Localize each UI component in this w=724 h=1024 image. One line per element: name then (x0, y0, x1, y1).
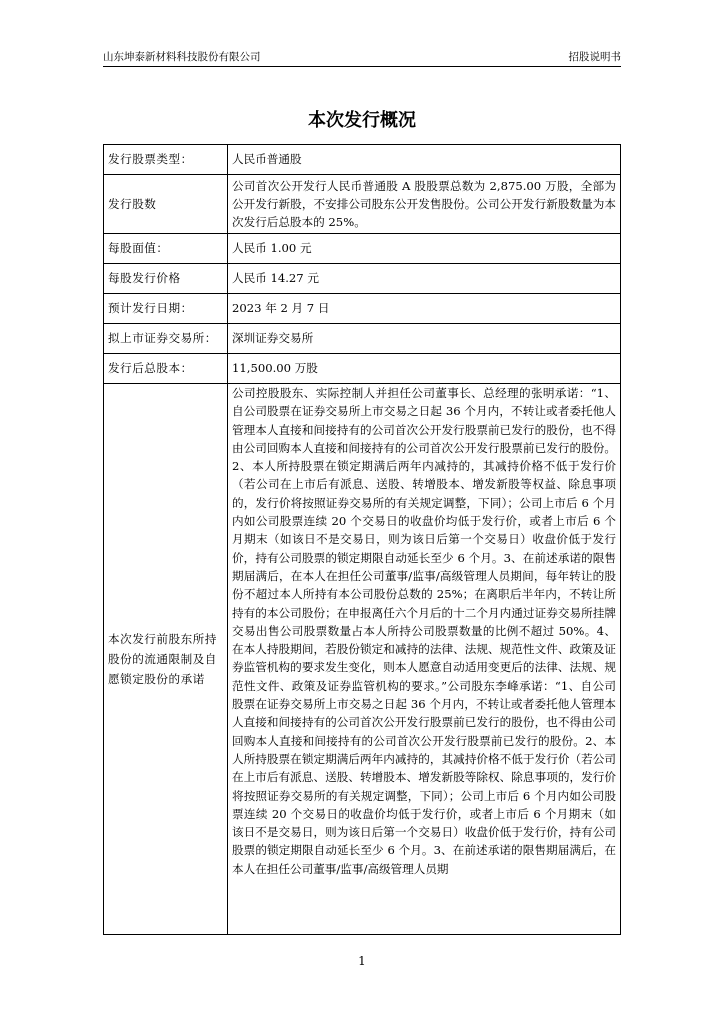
lockup-text: 公司控股股东、实际控制人并担任公司董事长、总经理的张明承诺：“1、自公司股票在证券交易所上市交易之日起 36 个月内，不转让或者委托他人管理本人直接和间接持有的公司首次公开发行股票前已发行的股份，也不得由公司回购本人直接和间接持有的公司首次公开发行股票前已发行的股份。2、本人所持股票在锁定期满后两年内减持的，其减持价格不低于发行价（若公司在上市后有派息、送股、转增股本、增发新股等权益、除息事项的，发行价将按照证券交易所的有关规定调整，下同）；公司上市后 6 个月内如公司股票连续 20 个交易日的收盘价均低于发行价，或者上市后 6 个月期末（如该日不是交易日，则为该日后第一个交易日）收盘价低于发行价，持有公司股票的锁定期限自动延长至少 6 个月。3、在前述承诺的限售期届满后，在本人在担任公司董事/监事/高级管理人员期间，每年转让的股份不超过本人所持有本公司股份总数的 25%；在离职后半年内，不转让所持有的本公司股份；在申报离任六个月后的十二个月内通过证券交易所挂牌交易出售公司股票数量占本人所持公司股票数量的比例不超过 50%。4、在本人持股期间，若股份锁定和减持的法律、法规、规范性文件、政策及证券监管机构的要求发生变化，则本人愿意自动适用变更后的法律、法规、规范性文件、政策及证券监管机构的要求。”公司股东李峰承诺：“1、自公司股票在证券交易所上市交易之日起 36 个月内，不转让或者委托他人管理本人直接和间接持有的公司首次公开发行股票前已发行的股份，也不得由公司回购本人直接和间接持有的公司首次公开发行股票前已发行的股份。2、本人所持股票在锁定期满后两年内减持的，其减持价格不低于发行价（若公司在上市后有派息、送股、转增股本、增发新股等除权、除息事项的，发行价将按照证券交易所的有关规定调整，下同）；公司上市后 6 个月内如公司股票连续 20 个交易日的收盘价均低于发行价，或者上市后 6 个月期末（如该日不是交易日，则为该日后第一个交易日）收盘价低于发行价，持有公司股票的锁定期限自动延长至少 6 个月。3、在前述承诺的限售期届满后，在本人在担任公司董事/监事/高级管理人员期 (228, 384, 621, 935)
row-value: 人民币 14.27 元 (228, 264, 621, 294)
table-row (104, 234, 621, 264)
table-row (104, 264, 621, 294)
row-value: 人民币 1.00 元 (228, 234, 621, 264)
page-header (103, 46, 621, 67)
header-doc-type: 招股说明书 (568, 51, 621, 63)
row-value: 公司首次公开发行人民币普通股 A 股股票总数为 2,875.00 万股，全部为公开发行新股，不安排公司股东公开发售股份。公司公开发行新股数量为本次发行后总股本的 25%。 (228, 175, 621, 234)
lockup-commitment-row (104, 384, 621, 935)
page-number: 1 (358, 954, 366, 968)
table-row (104, 175, 621, 234)
table-row (104, 324, 621, 354)
page-title: 本次发行概况 (308, 110, 416, 131)
row-label: 发行股数 (104, 175, 228, 234)
row-value: 深圳证券交易所 (228, 324, 621, 354)
row-value: 11,500.00 万股 (228, 354, 621, 384)
row-value: 人民币普通股 (228, 145, 621, 175)
row-label: 预计发行日期： (104, 294, 228, 324)
table-row (104, 145, 621, 175)
table-row (104, 354, 621, 384)
row-label: 拟上市证券交易所： (104, 324, 228, 354)
table-row (104, 294, 621, 324)
header-company: 山东坤泰新材料科技股份有限公司 (103, 51, 261, 63)
offering-summary-table (103, 144, 621, 935)
row-label: 每股发行价格 (104, 264, 228, 294)
row-value: 2023 年 2 月 7 日 (228, 294, 621, 324)
row-label: 发行后总股本： (104, 354, 228, 384)
lockup-label: 本次发行前股东所持股份的流通限制及自愿锁定股份的承诺 (104, 384, 228, 935)
row-label: 每股面值： (104, 234, 228, 264)
row-label: 发行股票类型： (104, 145, 228, 175)
